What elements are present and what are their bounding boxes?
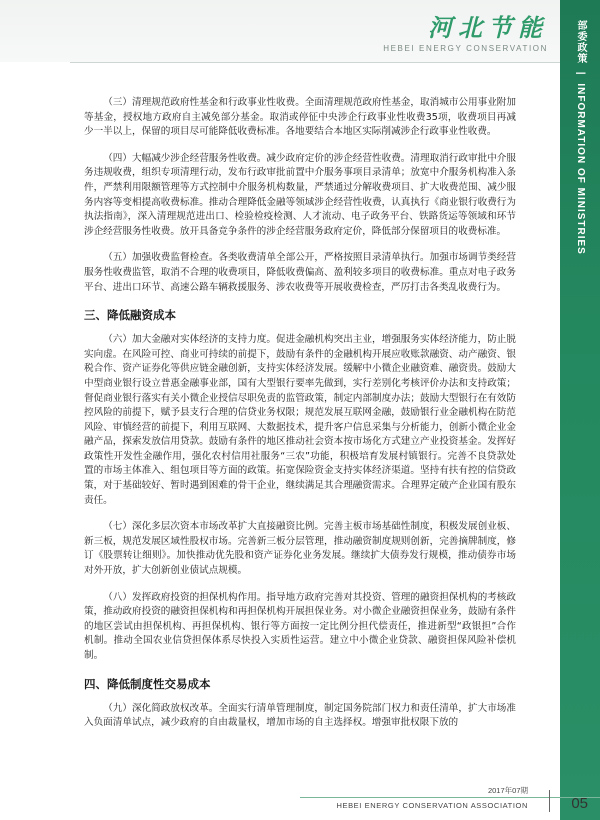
association-name: HEBEI ENERGY CONSERVATION ASSOCIATION: [336, 801, 528, 810]
section-label: 部委政策 | INFORMATION OF MINISTRIES: [575, 20, 586, 255]
logo-english: HEBEI ENERGY CONSERVATION: [383, 44, 548, 53]
paragraph-6: （六）加大金融对实体经济的支持力度。促进金融机构突出主业，增强服务实体经济能力，防止脱实向虚。在风险可控、商业可持续的前提下，鼓励有条件的金融机构开展应收账款融资、动产融资、银税合作、资产证券化等供应链金融创新，支持实体经济发展。缓解中小微企业融资难、融资贵。鼓励大中型商业银行设立普惠金融事业部，国有大型银行要率先做到，实行差别化考核评价办法和支持政策；督促商业银行落实有关小微企业授信尽职免责的监管政策，制定内部制度办法；鼓励大型银行在有效防控风险的前提下，赋予县支行合理的信贷业务权限；规范发展互联网金融，鼓励银行业金融机构在防范风险、审慎经营的前提下，利用互联网、大数据技术，提升客户信息采集与分析能力，创新小微企业金融产品，探索发放信用贷款。鼓励有条件的地区推动社会资本按市场化方式建立产业投资基金。发挥好政策性开发性金融作用，强化农村信用社服务“三农”功能，积极培育发展村镇银行。完善不良贷款处置的市场主体准入、组包项目等方面的政策。拓宽保险资金支持实体经济渠道。坚持有扶有控的信贷政策，对于基础较好、暂时遇到困难的骨干企业，继续满足其合理融资需求。合理界定破产企业国有股东责任。: [84, 334, 516, 506]
page-number: 05: [571, 795, 588, 812]
heading-section-4: 四、降低制度性交易成本: [84, 676, 211, 691]
section-label-cn: 部委政策: [575, 20, 586, 64]
paragraph-8: （八）发挥政府投资的担保机构作用。指导地方政府完善对其投资、管理的融资担保机构的考核政策，推动政府投资的融资担保机构和再担保机构开展担保业务。对小微企业融资担保业务，鼓励有条件的地区尝试由担保机构、再担保机构、银行等方面按一定比例分担代偿责任，推进新型“政银担”合作机制。推动全国农业信贷担保体系尽快投入实质性运营。建立中小微企业贷款、融资担保风险补偿机制。: [84, 591, 516, 661]
page-number-divider: [549, 790, 550, 812]
section-label-en: INFORMATION OF MINISTRIES: [575, 83, 586, 255]
paragraph-5: （五）加强收费监督检查。各类收费清单全部公开，严格按照目录清单执行。加强市场调节类经营服务性收费监管，取消不合理的收费项目，降低收费偏高、盈利较多项目的收费标准。重点对电子政务平台、进出口环节、高速公路车辆救援服务、涉农收费等开展收费检查，严厉打击各类乱收费行为。: [84, 252, 516, 293]
article-body: [84, 96, 516, 743]
paragraph-9: （九）深化简政放权改革。全面实行清单管理制度，制定国务院部门权力和责任清单，扩大市场准入负面清单试点，减少政府的自由裁量权，增加市场的自主选择权。增强审批权限下放的: [84, 702, 516, 729]
header-divider: [70, 62, 560, 63]
heading-section-3: 三、降低融资成本: [84, 308, 176, 323]
paragraph-7: （七）深化多层次资本市场改革扩大直接融资比例。完善主板市场基础性制度，积极发展创业板、新三板，规范发展区域性股权市场。完善新三板分层管理，推动融资制度规则创新，完善摘牌制度，修订《股票转让细则》。加快推动优先股和资产证券化业务发展。继续扩大债券发行规模，推动债券市场对外开放，扩大创新创业债试点规模。: [84, 521, 516, 577]
section-sidebar: [560, 0, 600, 820]
paragraph-3: （三）清理规范政府性基金和行政事业性收费。全面清理规范政府性基金，取消城市公用事业附加等基金，授权地方政府自主减免部分基金。取消或停征中央涉企行政事业性收费35项，收费项目再减少一半以上，保留的项目尽可能降低收费标准。各地要结合本地区实际削减涉企行政事业性收费。: [84, 97, 516, 138]
paragraph-4: （四）大幅减少涉企经营服务性收费。减少政府定价的涉企经营性收费。清理取消行政审批中介服务违规收费，组织专项清理行动，发布行政审批前置中介服务事项目录清单；放宽中介服务机构准入条件，严禁利用限额管理等方式控制中介服务机构数量，严禁通过分解收费项目、扩大收费范围、减少服务内容等变相提高收费标准。推动合理降低金融等领域涉企经营性收费，认真执行《商业银行收费行为执法指南》，深入清理规范进出口、检验检疫检测、人才流动、电子政务平台、铁路货运等领域和环节涉企经营服务性收费。放开具备竞争条件的涉企经营服务政府定价，降低部分保留项目的收费标准。: [84, 152, 516, 237]
footer-divider: [300, 797, 600, 798]
logo-chinese: 河北节能: [428, 13, 548, 42]
issue-date: 2017年07期: [487, 786, 528, 795]
journal-logo: [383, 8, 548, 53]
